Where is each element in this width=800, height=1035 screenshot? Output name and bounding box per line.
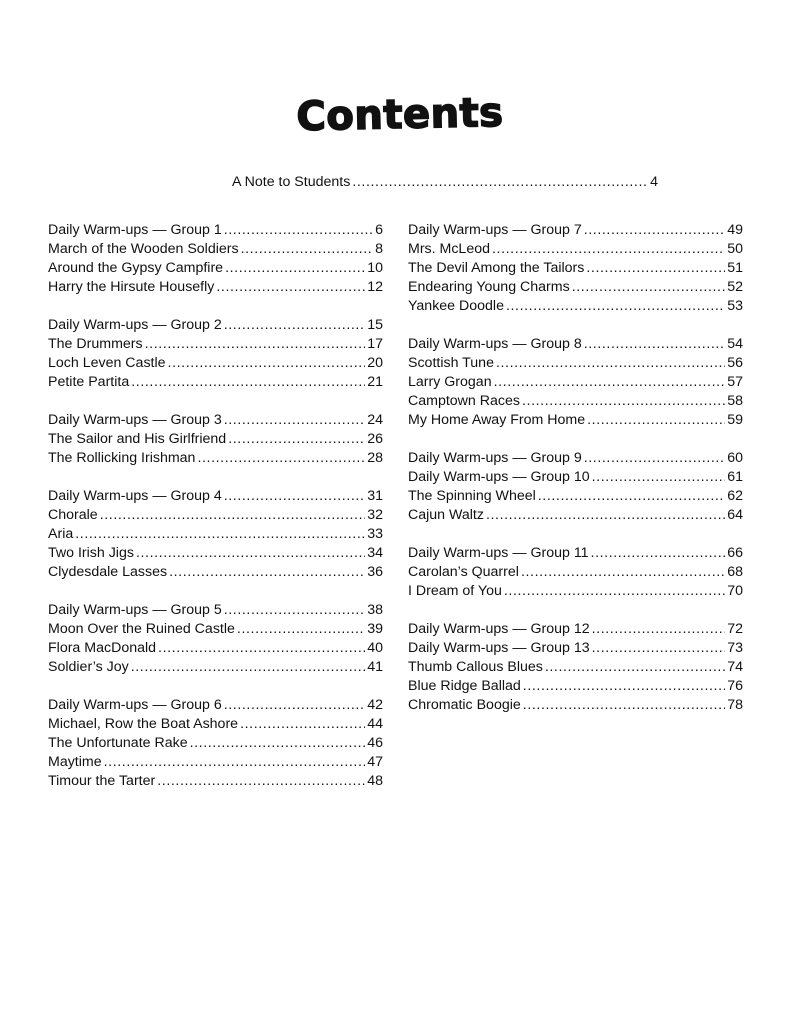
toc-leader-dots	[224, 601, 366, 620]
toc-entry[interactable]	[48, 601, 383, 620]
toc-leader-dots	[486, 506, 725, 525]
toc-entry-title: Chorale	[48, 507, 98, 523]
toc-entry[interactable]	[408, 658, 743, 677]
toc-entry-page: 76	[727, 678, 743, 694]
toc-entry[interactable]	[48, 487, 383, 506]
toc-leader-dots	[586, 259, 725, 278]
toc-leader-dots	[572, 278, 726, 297]
toc-entry[interactable]	[408, 221, 743, 240]
toc-leader-dots	[492, 240, 725, 259]
toc-entry[interactable]	[48, 411, 383, 430]
toc-entry-title: Daily Warm-ups — Group 11	[408, 545, 589, 561]
toc-leader-dots	[168, 354, 366, 373]
toc-entry-page: 51	[727, 260, 743, 276]
toc-leader-dots	[584, 335, 726, 354]
toc-leader-dots	[157, 772, 365, 791]
toc-entry[interactable]	[48, 354, 383, 373]
toc-column-right	[408, 221, 743, 734]
toc-entry-title: Daily Warm-ups — Group 2	[48, 317, 222, 333]
toc-entry[interactable]	[48, 373, 383, 392]
toc-leader-dots	[237, 620, 365, 639]
toc-entry-title: Daily Warm-ups — Group 6	[48, 697, 222, 713]
toc-entry-title: Cajun Waltz	[408, 507, 484, 523]
toc-entry-page: 8	[375, 241, 383, 257]
toc-entry-title: Larry Grogan	[408, 374, 492, 390]
toc-leader-dots	[224, 316, 366, 335]
toc-entry-title: Daily Warm-ups — Group 12	[408, 621, 590, 637]
toc-entry-page: 44	[367, 716, 383, 732]
toc-entry[interactable]	[48, 335, 383, 354]
toc-leader-dots	[496, 354, 725, 373]
toc-entry[interactable]	[408, 544, 743, 563]
toc-entry[interactable]	[408, 468, 743, 487]
toc-entry-title: Soldier’s Joy	[48, 659, 129, 675]
toc-leader-dots	[104, 753, 366, 772]
toc-entry-title: Harry the Hirsute Housefly	[48, 279, 215, 295]
toc-leader-dots	[100, 506, 366, 525]
toc-entry-title: Thumb Callous Blues	[408, 659, 543, 675]
toc-entry-title: Endearing Young Charms	[408, 279, 570, 295]
toc-entry[interactable]	[48, 563, 383, 582]
toc-entry[interactable]	[408, 278, 743, 297]
toc-entry[interactable]	[408, 392, 743, 411]
toc-entry-page: 36	[367, 564, 383, 580]
toc-entry[interactable]	[408, 373, 743, 392]
toc-entry-title: Blue Ridge Ballad	[408, 678, 521, 694]
toc-entry-title: A Note to Students	[232, 174, 351, 190]
toc-entry[interactable]	[48, 715, 383, 734]
toc-entry[interactable]	[408, 639, 743, 658]
toc-entry[interactable]	[48, 753, 383, 772]
toc-entry-title: The Spinning Wheel	[408, 488, 536, 504]
toc-entry-title: Carolan’s Quarrel	[408, 564, 519, 580]
toc-entry[interactable]	[48, 772, 383, 791]
toc-entry[interactable]	[408, 259, 743, 278]
toc-entry-title: Daily Warm-ups — Group 7	[408, 222, 582, 238]
toc-group	[48, 221, 383, 297]
toc-entry[interactable]	[408, 696, 743, 715]
toc-entry-title: Timour the Tarter	[48, 773, 156, 789]
toc-entry-page: 56	[727, 355, 743, 371]
toc-leader-dots	[225, 259, 365, 278]
toc-entry[interactable]	[408, 335, 743, 354]
toc-group	[48, 601, 383, 677]
toc-leader-dots	[75, 525, 365, 544]
toc-leader-dots	[224, 487, 366, 506]
toc-entry-title: The Unfortunate Rake	[48, 735, 188, 751]
toc-group	[408, 620, 743, 715]
toc-entry-page: 38	[367, 602, 383, 618]
toc-entry-page: 41	[367, 659, 383, 675]
toc-entry-page: 40	[367, 640, 383, 656]
toc-group	[408, 449, 743, 525]
toc-entry-title: Flora MacDonald	[48, 640, 157, 656]
toc-entry[interactable]	[48, 278, 383, 297]
toc-entry-title: Around the Gypsy Campfire	[48, 260, 224, 276]
toc-entry-page: 74	[727, 659, 743, 675]
toc-entry[interactable]	[48, 240, 383, 259]
toc-entry-page: 54	[727, 336, 743, 352]
toc-entry[interactable]	[408, 620, 743, 639]
toc-entry-title: The Drummers	[48, 336, 143, 352]
toc-column-left	[48, 221, 383, 810]
toc-group	[408, 335, 743, 430]
toc-entry-title: Moon Over the Ruined Castle	[48, 621, 235, 637]
toc-entry-page: 64	[727, 507, 743, 523]
toc-entry-title: Michael, Row the Boat Ashore	[48, 716, 239, 732]
toc-entry-title: Loch Leven Castle	[48, 355, 166, 371]
toc-group	[48, 316, 383, 392]
toc-entry-title: Daily Warm-ups — Group 5	[48, 602, 222, 618]
toc-leader-dots	[216, 278, 365, 297]
toc-entry-title: Daily Warm-ups — Group 10	[408, 469, 590, 485]
toc-entry-title: Petite Partita	[48, 374, 130, 390]
toc-entry-title: Daily Warm-ups — Group 1	[48, 222, 222, 238]
toc-entry[interactable]	[408, 411, 743, 430]
toc-entry-title: March of the Wooden Soldiers	[48, 241, 239, 257]
toc-group	[408, 221, 743, 316]
toc-entry-title: Yankee Doodle	[408, 298, 504, 314]
toc-leader-dots	[224, 411, 366, 430]
toc-entry[interactable]	[48, 639, 383, 658]
toc-entry-page: 33	[367, 526, 383, 542]
toc-leader-dots	[131, 373, 365, 392]
toc-leader-dots	[190, 734, 366, 753]
toc-entry[interactable]	[408, 487, 743, 506]
toc-entry-page: 50	[727, 241, 743, 257]
toc-leader-dots	[584, 221, 726, 240]
toc-entry-page: 21	[367, 374, 383, 390]
toc-entry[interactable]	[48, 734, 383, 753]
toc-entry[interactable]	[48, 316, 383, 335]
toc-entry-page: 61	[727, 469, 743, 485]
toc-entry-title: Clydesdale Lasses	[48, 564, 168, 580]
toc-leader-dots	[538, 487, 725, 506]
toc-leader-dots	[591, 544, 726, 563]
toc-entry-page: 4	[650, 174, 658, 190]
toc-leader-dots	[523, 677, 725, 696]
toc-entry-page: 60	[727, 450, 743, 466]
toc-leader-dots	[136, 544, 365, 563]
toc-entry[interactable]	[408, 563, 743, 582]
toc-leader-dots	[587, 411, 725, 430]
toc-entry-page: 73	[727, 640, 743, 656]
toc-entry[interactable]	[48, 696, 383, 715]
toc-entry-page: 47	[367, 754, 383, 770]
toc-entry-page: 12	[367, 279, 383, 295]
toc-leader-dots	[592, 620, 726, 639]
page-title: Contents	[296, 89, 504, 141]
toc-entry[interactable]	[48, 430, 383, 449]
toc-leader-dots	[584, 449, 726, 468]
toc-leader-dots	[131, 658, 366, 677]
toc-entry-page: 46	[367, 735, 383, 751]
toc-entry[interactable]	[48, 525, 383, 544]
toc-leader-dots	[197, 449, 365, 468]
toc-leader-dots	[169, 563, 365, 582]
toc-entry[interactable]	[48, 259, 383, 278]
toc-entry-title: Daily Warm-ups — Group 8	[408, 336, 582, 352]
toc-entry[interactable]	[48, 620, 383, 639]
toc-entry-page: 72	[727, 621, 743, 637]
toc-entry[interactable]	[48, 221, 383, 240]
toc-entry-title: Daily Warm-ups — Group 3	[48, 412, 222, 428]
toc-entry[interactable]	[408, 354, 743, 373]
toc-group	[408, 544, 743, 601]
toc-entry-page: 20	[367, 355, 383, 371]
toc-entry-page: 66	[727, 545, 743, 561]
toc-entry[interactable]	[408, 582, 743, 601]
toc-entry[interactable]	[48, 449, 383, 468]
toc-leader-dots	[228, 430, 365, 449]
toc-entry-page: 58	[727, 393, 743, 409]
toc-entry-page: 28	[367, 450, 383, 466]
toc-entry-page: 42	[367, 697, 383, 713]
toc-leader-dots	[145, 335, 366, 354]
toc-entry-title: My Home Away From Home	[408, 412, 586, 428]
toc-entry-page: 49	[727, 222, 743, 238]
toc-entry-title: Daily Warm-ups — Group 13	[408, 640, 590, 656]
toc-leader-dots	[504, 582, 725, 601]
toc-entry-title: Daily Warm-ups — Group 4	[48, 488, 222, 504]
toc-entry-note[interactable]	[232, 173, 658, 192]
toc-entry-page: 15	[367, 317, 383, 333]
toc-entry-page: 24	[367, 412, 383, 428]
toc-entry-page: 31	[367, 488, 383, 504]
toc-entry-page: 70	[727, 583, 743, 599]
toc-entry-page: 10	[367, 260, 383, 276]
toc-entry[interactable]	[408, 677, 743, 696]
toc-entry[interactable]	[408, 449, 743, 468]
toc-entry-page: 34	[367, 545, 383, 561]
toc-leader-dots	[523, 696, 725, 715]
toc-leader-dots	[158, 639, 365, 658]
toc-leader-dots	[494, 373, 726, 392]
toc-leader-dots	[352, 173, 648, 192]
toc-entry-title: Daily Warm-ups — Group 9	[408, 450, 582, 466]
toc-entry-page: 32	[367, 507, 383, 523]
toc-entry-title: The Sailor and His Girlfriend	[48, 431, 227, 447]
toc-entry-page: 48	[367, 773, 383, 789]
toc-leader-dots	[522, 392, 725, 411]
toc-entry[interactable]	[408, 297, 743, 316]
toc-leader-dots	[545, 658, 725, 677]
toc-leader-dots	[592, 639, 726, 658]
toc-group	[48, 696, 383, 791]
toc-entry-page: 59	[727, 412, 743, 428]
toc-entry-title: Chromatic Boogie	[408, 697, 521, 713]
toc-entry[interactable]	[48, 544, 383, 563]
toc-leader-dots	[224, 696, 366, 715]
toc-entry-page: 78	[727, 697, 743, 713]
toc-entry-page: 53	[727, 298, 743, 314]
toc-group	[48, 411, 383, 468]
toc-entry[interactable]	[48, 506, 383, 525]
toc-entry-page: 68	[727, 564, 743, 580]
toc-entry-page: 39	[367, 621, 383, 637]
toc-group	[48, 487, 383, 582]
toc-entry-title: The Devil Among the Tailors	[408, 260, 585, 276]
toc-leader-dots	[224, 221, 373, 240]
toc-leader-dots	[506, 297, 725, 316]
toc-entry-title: Maytime	[48, 754, 102, 770]
toc-entry-title: I Dream of You	[408, 583, 502, 599]
toc-leader-dots	[521, 563, 725, 582]
toc-leader-dots	[592, 468, 726, 487]
toc-entry-page: 52	[727, 279, 743, 295]
toc-entry[interactable]	[48, 658, 383, 677]
toc-entry-page: 57	[727, 374, 743, 390]
toc-entry-title: Camptown Races	[408, 393, 520, 409]
toc-entry-title: The Rollicking Irishman	[48, 450, 196, 466]
toc-entry-page: 62	[727, 488, 743, 504]
toc-entry-title: Scottish Tune	[408, 355, 494, 371]
toc-entry[interactable]	[408, 506, 743, 525]
toc-leader-dots	[240, 715, 365, 734]
toc-entry-title: Two Irish Jigs	[48, 545, 134, 561]
toc-entry[interactable]	[408, 240, 743, 259]
toc-entry-title: Mrs. McLeod	[408, 241, 490, 257]
toc-entry-page: 17	[367, 336, 383, 352]
toc-entry-page: 26	[367, 431, 383, 447]
toc-leader-dots	[241, 240, 374, 259]
toc-entry-title: Aria	[48, 526, 74, 542]
toc-entry-page: 6	[375, 222, 383, 238]
